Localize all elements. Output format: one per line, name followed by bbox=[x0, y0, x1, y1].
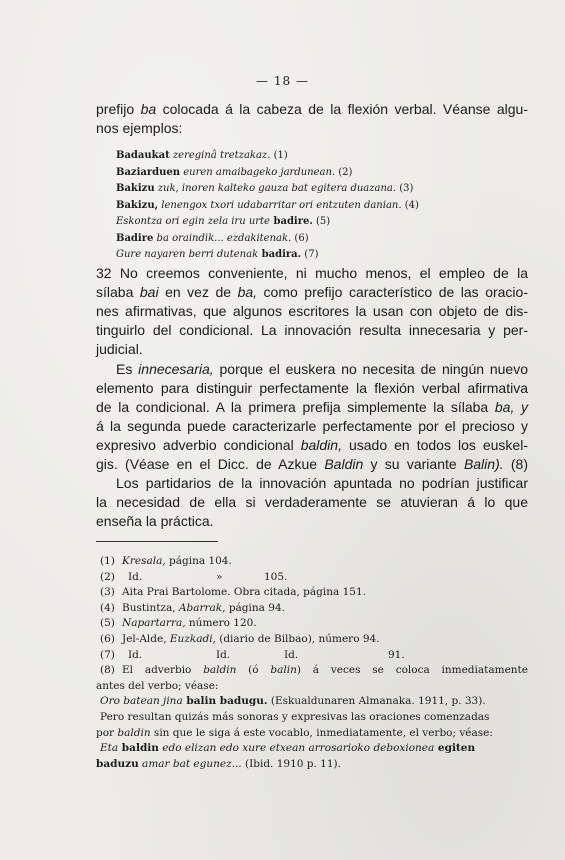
footnote-2: (2) Id. » 105. bbox=[100, 570, 288, 583]
p32-line-4: tinguirlo del condicional. La innovación resulta innecesaria y per- bbox=[96, 322, 528, 338]
example-3: Bakizu zuk, inoren kalteko gauza bat egitera duazana. (3) bbox=[116, 183, 414, 194]
innec-line-1: Es innecesaria, porque el euskera no necesita de ningún nuevo bbox=[116, 361, 529, 377]
page-number: — 18 — bbox=[256, 74, 309, 88]
partid-line-2: la necesidad de ella si verdaderamente se atuvieran á lo que bbox=[96, 494, 528, 510]
intro-line-1: prefijo ba colocada á la cabeza de la flexión verbal. Véanse algu- bbox=[96, 101, 528, 117]
paragraph-innecesaria bbox=[96, 360, 528, 474]
p32-line-5: judicial. bbox=[96, 341, 143, 357]
footnote-3: (3) Aita Prai Bartolome. Obra citada, página 151. bbox=[100, 586, 366, 599]
footnote-6: (6) Jel-Alde, Euzkadi, (diario de Bilbao), número 94. bbox=[100, 632, 380, 645]
footnote-8-line-3: Oro batean jina balin badugu. (Eskualdunaren Almanaka. 1911, p. 33). bbox=[100, 695, 486, 708]
p32-line-2: sílaba bai en vez de ba, como prefijo característico de las oracio- bbox=[96, 284, 528, 300]
footnote-8-line-6: Eta baldin edo elizan edo xure etxean arrosarioko deboxionea egiten bbox=[100, 742, 476, 755]
footnote-5: (5) Napartarra, número 120. bbox=[100, 617, 257, 630]
innec-line-6: gis. (Véase en el Dicc. de Azkue Baldin y su variante Balin). (8) bbox=[96, 456, 529, 472]
footnote-1: (1) Kresala, página 104. bbox=[100, 555, 232, 567]
examples-list bbox=[116, 148, 516, 264]
example-5: Eskontza ori egin zela iru urte badire. (5) bbox=[116, 216, 331, 227]
example-1: Badaukat zereginâ tretzakaz. (1) bbox=[116, 150, 288, 161]
example-4: Bakizu, lenengox txori udabarritar ori entzuten danian. (4) bbox=[116, 199, 419, 211]
innec-line-3: de la condicional. A la primera prefija simplemente la sílaba ba, y bbox=[96, 399, 528, 415]
innec-line-4: á la segunda puede caracterizarle perfectamente por el precioso y bbox=[96, 418, 528, 434]
footnote-8-line-2: antes del verbo; véase: bbox=[96, 679, 219, 692]
partid-line-1: Los partidarios de la innovación apuntada no podrían justificar bbox=[116, 475, 528, 491]
intro-line-2: nos ejemplos: bbox=[96, 120, 183, 136]
footnote-4: (4) Bustintza, Abarrak, página 94. bbox=[100, 601, 285, 614]
example-2: Baziarduen euren amaibageko jardunean. (2) bbox=[116, 166, 353, 178]
footnote-8-line-4: Pero resultan quizás más sonoras y expresivas las oraciones comenzadas bbox=[100, 710, 490, 723]
footnote-8-line-1: (8) El adverbio baldin (ó balin) á veces se coloca inmediatamente bbox=[100, 664, 528, 677]
paragraph-32 bbox=[96, 264, 528, 359]
intro-paragraph bbox=[96, 100, 528, 138]
innec-line-2: elemento para distinguir perfectamente la flexión verbal afirmativa bbox=[96, 380, 528, 396]
footnote-divider bbox=[96, 541, 218, 542]
footnote-8-line-7: baduzu amar bat egunez... (Ibid. 1910 p. 11). bbox=[96, 757, 341, 770]
partid-line-3: enseña la práctica. bbox=[96, 513, 214, 529]
innec-line-5: expresivo adverbio condicional baldin, usado en todos los euskel- bbox=[96, 437, 528, 453]
footnote-8-line-5: por baldin sin que le siga á este vocablo, inmediatamente, el verbo; véase: bbox=[96, 726, 493, 739]
footnote-7: (7) Id. Id. Id. 91. bbox=[100, 648, 405, 661]
footnotes bbox=[96, 554, 528, 772]
paragraph-partidarios bbox=[96, 474, 528, 531]
p32-line-3: nes afirmativas, que algunos escritores la usan con objeto de dis- bbox=[96, 303, 528, 319]
example-6: Badire ba oraindik... ezdakitenak. (6) bbox=[116, 232, 309, 244]
example-7: Gure nayaren berri dutenak badira. (7) bbox=[116, 249, 319, 260]
p32-line-1: 32 No creemos conveniente, ni mucho menos, el empleo de la bbox=[96, 265, 528, 281]
